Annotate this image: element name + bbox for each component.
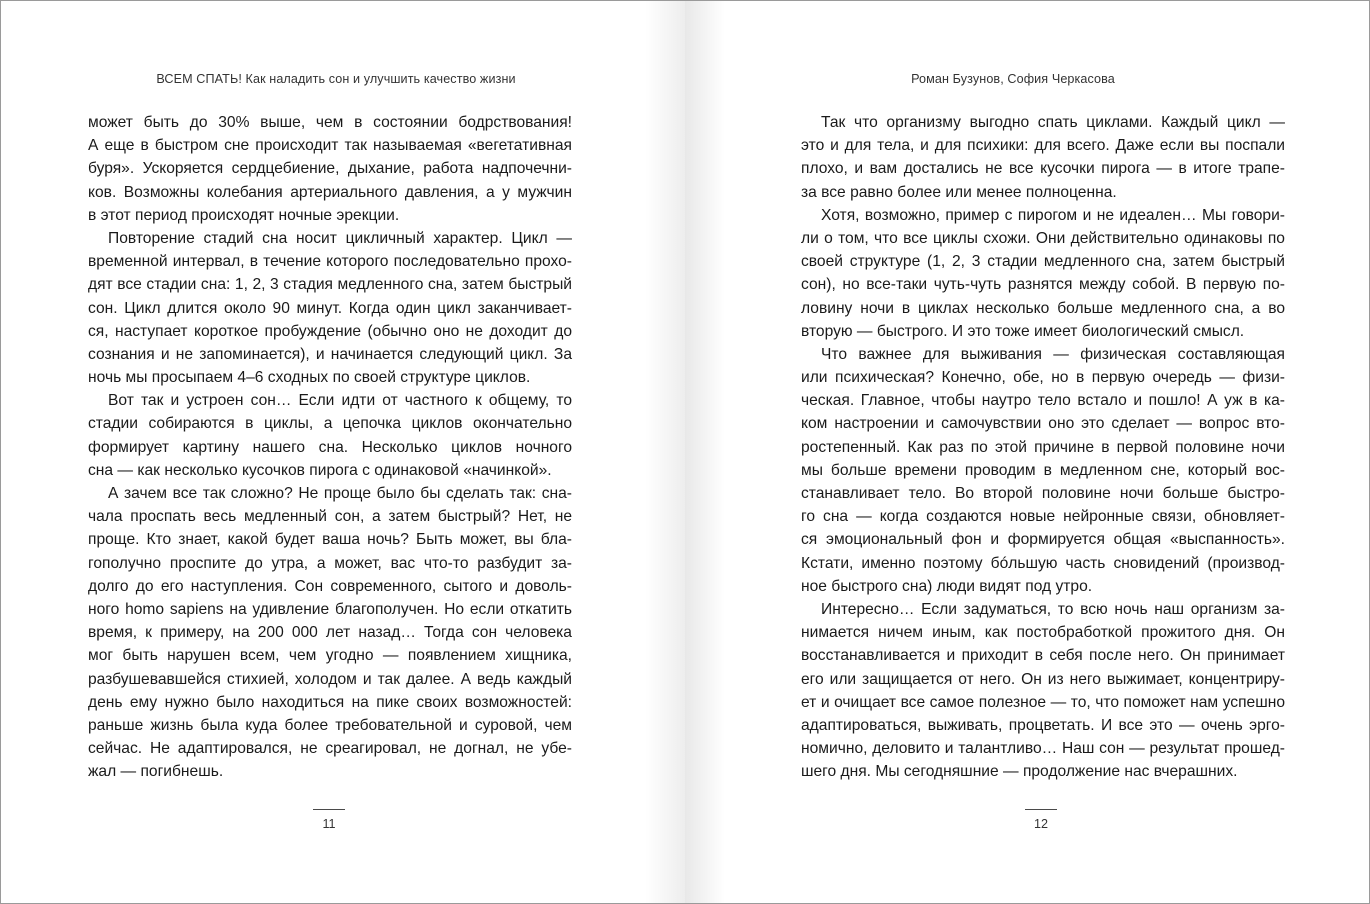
text-line: стадии собираются в циклы, а цепочка циклов окончательно — [88, 415, 572, 433]
right-page — [685, 1, 1369, 903]
text-line: ком настроении и самочувствии оно это сделает — вопрос вто- — [801, 415, 1285, 433]
text-line: Так что организму выгодно спать циклами. Каждый цикл — — [821, 114, 1285, 131]
text-line: нимается ничем иным, как постобработкой прожитого дня. Он — [801, 624, 1285, 642]
text-line: ное быстрого сна) люди видят под утро. — [801, 577, 1093, 595]
text-line: ет и очищает все самое полезное — то, что поможет нам успешно — [801, 693, 1285, 711]
text-line: ся, наступает короткое пробуждение (обычно оно не доходит до — [88, 322, 572, 340]
paragraph — [801, 111, 1285, 204]
text-line: номично, деловито и талантливо… Наш сон — результат прошед- — [801, 740, 1285, 758]
text-line: день ему нужно было находиться на пике своих возможностей: — [88, 693, 572, 711]
text-line: Повторение стадий сна носит цикличный характер. Цикл — — [108, 229, 572, 247]
gutter-shadow — [645, 1, 685, 903]
text-line: это и для тела, и для психики: для всего. Даже если вы поспали — [801, 137, 1285, 155]
paragraph — [801, 598, 1285, 784]
text-line: ческая. Главное, чтобы наутро тело встало и пошло! А уж в ка- — [801, 392, 1285, 410]
page-number: 11 — [322, 817, 336, 831]
text-line: А зачем все так сложно? Не проще было бы сделать так: сна- — [108, 485, 572, 502]
text-line: плохо, и вам достались не все кусочки пирога — в итоге трапе- — [801, 160, 1285, 178]
text-line: может быть до 30% выше, чем в состоянии бодрствования! — [88, 114, 572, 131]
text-line: чала проспать весь медленный сон, а затем быстрый? Нет, не — [88, 508, 572, 526]
text-line: формирует картину нашего сна. Несколько циклов ночного — [88, 438, 572, 456]
footer-rule — [313, 809, 345, 810]
text-line: в этот период происходят ночные эрекции. — [88, 206, 400, 224]
text-line: Кстати, именно поэтому бóльшую часть сновидений (производ- — [801, 554, 1285, 572]
paragraph — [88, 227, 572, 389]
body-text — [88, 111, 572, 783]
text-line: вторую — быстрого. И это тоже имеет биологический смысл. — [801, 322, 1245, 340]
text-line: сон. Цикл длится около 90 минут. Когда один цикл заканчивает- — [88, 299, 572, 317]
text-line: мы больше времени проводим в медленном сне, который вос- — [801, 461, 1285, 479]
gutter-shadow — [685, 1, 725, 903]
text-line: своей структуре (1, 2, 3 стадии медленного сна, затем быстрый — [801, 253, 1285, 271]
text-line: Вот так и устроен сон… Если идти от частного к общему, то — [108, 392, 572, 410]
text-line: дят все стадии сна: 1, 2, 3 стадия медленного сна, затем быстрый — [88, 276, 572, 294]
text-line: жал — погибнешь. — [88, 763, 224, 781]
text-line: ся эмоциональный фон и формируется общая «выспанность». — [801, 531, 1285, 549]
text-line: ростепенный. Как раз по этой причине в первой половине ночи — [801, 438, 1285, 456]
text-line: ков. Возможны колебания артериального давления, а у мужчин — [88, 183, 572, 201]
text-line: долго до его наступления. Сон современного, сытого и доволь- — [88, 577, 572, 595]
text-line: ночь мы просыпаем 4–6 сходных по своей структуре циклов. — [88, 369, 531, 387]
footer-rule — [1025, 809, 1057, 810]
text-line: ного homo sapiens на удивление благополучен. Но если откатить — [88, 600, 572, 618]
text-line: ли о том, что все циклы схожи. Они действительно одинаковы по — [801, 229, 1285, 247]
text-line: проще. Кто знает, какой будет ваша ночь? Быть может, вы бла- — [88, 531, 572, 549]
text-line: сознания и не запоминается), и начинается следующий цикл. За — [88, 345, 572, 363]
left-page — [1, 1, 685, 903]
text-line: адаптироваться, выживать, процветать. И все это — очень эрго- — [801, 716, 1285, 734]
text-line: го сна — когда создаются новые нейронные связи, обновляет- — [801, 508, 1285, 526]
text-line: его или защищается от него. Он из него выжимает, концентриру- — [801, 670, 1285, 688]
text-line: Хотя, возможно, пример с пирогом и не идеален… Мы говори- — [821, 206, 1285, 224]
running-head-book-title: ВСЕМ СПАТЬ! Как наладить сон и улучшить качество жизни — [156, 72, 516, 86]
text-line: восстанавливается и приходит в себя после него. Он принимает — [801, 647, 1285, 665]
text-line: буря». Ускоряется сердцебиение, дыхание, работа надпочечни- — [88, 160, 572, 178]
text-line: гополучно проспите до утра, а может, вас что-то разбудит за- — [88, 554, 572, 572]
text-line: Интересно… Если задуматься, то всю ночь наш организм за- — [821, 600, 1285, 618]
text-line: время, к примеру, на 200 000 лет назад… Тогда сон человека — [88, 624, 572, 642]
running-head-authors: Роман Бузунов, София Черкасова — [911, 72, 1115, 86]
text-line: Что важнее для выживания — физическая составляющая — [821, 345, 1285, 363]
text-line: сна — как несколько кусочков пирога с одинаковой «начинкой». — [88, 461, 552, 479]
text-line: за все равно более или менее полноценна. — [801, 183, 1117, 201]
text-line: мог быть нарушен всем, чем угодно — появлением хищника, — [88, 647, 572, 665]
paragraph — [88, 111, 572, 227]
paragraph — [88, 389, 572, 482]
text-line: или психическая? Конечно, обе, но в первую очередь — физи- — [801, 369, 1285, 387]
page-footer — [0, 809, 671, 831]
text-line: разбушевавшейся стихией, холодом и так далее. А ведь каждый — [88, 670, 572, 688]
text-line: сон), но все-таки чуть-чуть разнятся между собой. В первую по- — [801, 276, 1285, 294]
paragraph — [801, 343, 1285, 598]
text-line: временной интервал, в течение которого последовательно прохо- — [88, 253, 572, 271]
text-line: раньше жизнь была куда более требовательной и суровой, чем — [88, 716, 572, 734]
paragraph — [88, 482, 572, 783]
text-line: сейчас. Не адаптировался, не среагировал, не догнал, не убе- — [88, 740, 572, 758]
page-footer — [699, 809, 1370, 831]
text-line: А еще в быстром сне происходит так называемая «вегетативная — [88, 137, 572, 155]
text-line: шего дня. Мы сегодняшние — продолжение нас вчерашних. — [801, 763, 1238, 781]
text-line: станавливает тело. Во второй половине ночи больше быстро- — [801, 485, 1285, 502]
text-line: ловину ночи в циклах несколько больше медленного сна, а во — [801, 299, 1285, 317]
body-text — [801, 111, 1285, 783]
page-number: 12 — [1033, 817, 1048, 831]
paragraph — [801, 204, 1285, 343]
